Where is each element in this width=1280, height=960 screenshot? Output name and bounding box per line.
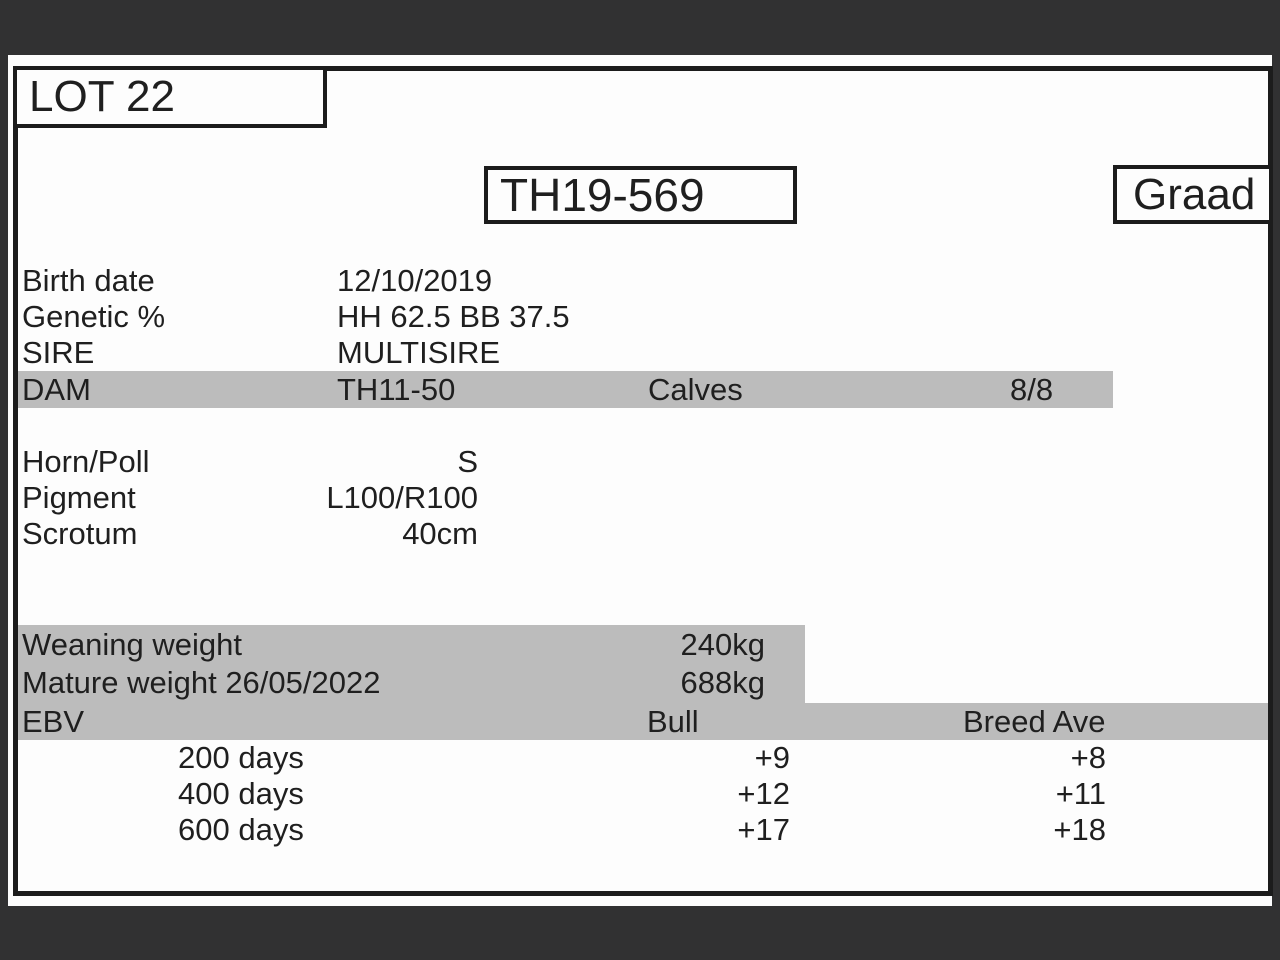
- field-label: Birth date: [22, 263, 155, 298]
- ebv-row-600-days: [18, 812, 1268, 848]
- field-value: TH11-50: [337, 372, 456, 407]
- ebv-breed-value: +18: [1053, 812, 1106, 847]
- field-value: 688kg: [680, 665, 765, 700]
- ebv-breed-value: +8: [1070, 740, 1106, 775]
- field-value: 12/10/2019: [337, 263, 493, 298]
- lot-card: [13, 66, 1273, 896]
- info-row-sire: [18, 335, 1268, 371]
- field-label: DAM: [22, 372, 91, 407]
- info-row-birth-date: [18, 263, 1268, 299]
- weight-row-weaning: [18, 626, 805, 664]
- catalog-page: [8, 55, 1272, 906]
- weight-row-mature: [18, 664, 805, 702]
- trait-row-horn-poll: [18, 444, 1268, 480]
- ebv-row-400-days: [18, 776, 1268, 812]
- ebv-breed-value: +11: [1055, 776, 1106, 811]
- info-row-dam: [18, 371, 1113, 408]
- animal-id-box: [484, 166, 797, 224]
- ebv-row-label: 400 days: [178, 776, 304, 811]
- ebv-col-breed-ave: Breed Ave: [963, 704, 1106, 739]
- lot-number: LOT 22: [29, 72, 175, 121]
- trait-row-scrotum: [18, 516, 1268, 552]
- ebv-bull-value: +9: [754, 740, 790, 775]
- field-label: Weaning weight: [22, 627, 243, 662]
- lot-number-box: [13, 66, 327, 128]
- ebv-row-label: 200 days: [178, 740, 304, 775]
- ebv-col-bull: Bull: [647, 704, 699, 739]
- field-value: S: [457, 444, 478, 479]
- field-label: Horn/Poll: [22, 444, 150, 479]
- ebv-bull-value: +12: [737, 776, 790, 811]
- field-value: 40cm: [402, 516, 478, 551]
- ebv-row-200-days: [18, 740, 1268, 776]
- field-label: Scrotum: [22, 516, 138, 551]
- field-value: HH 62.5 BB 37.5: [337, 299, 570, 334]
- field-label: SIRE: [22, 335, 95, 370]
- grade-label: Graad: [1133, 170, 1256, 219]
- calves-value: 8/8: [1010, 372, 1054, 407]
- ebv-title: EBV: [22, 704, 85, 739]
- animal-id: TH19-569: [500, 169, 705, 221]
- field-value: MULTISIRE: [337, 335, 501, 370]
- calves-label: Calves: [648, 372, 743, 407]
- field-label: Genetic %: [22, 299, 166, 334]
- field-label: Pigment: [22, 480, 136, 515]
- ebv-row-label: 600 days: [178, 812, 304, 847]
- info-row-genetic-pct: [18, 299, 1268, 335]
- ebv-bull-value: +17: [737, 812, 790, 847]
- trait-row-pigment: [18, 480, 1268, 516]
- grade-box: [1113, 165, 1273, 224]
- ebv-header-bar: [18, 703, 1268, 740]
- weights-block: [18, 625, 805, 703]
- field-value: L100/R100: [326, 480, 478, 515]
- field-value: 240kg: [680, 627, 765, 662]
- field-label: Mature weight 26/05/2022: [22, 665, 381, 700]
